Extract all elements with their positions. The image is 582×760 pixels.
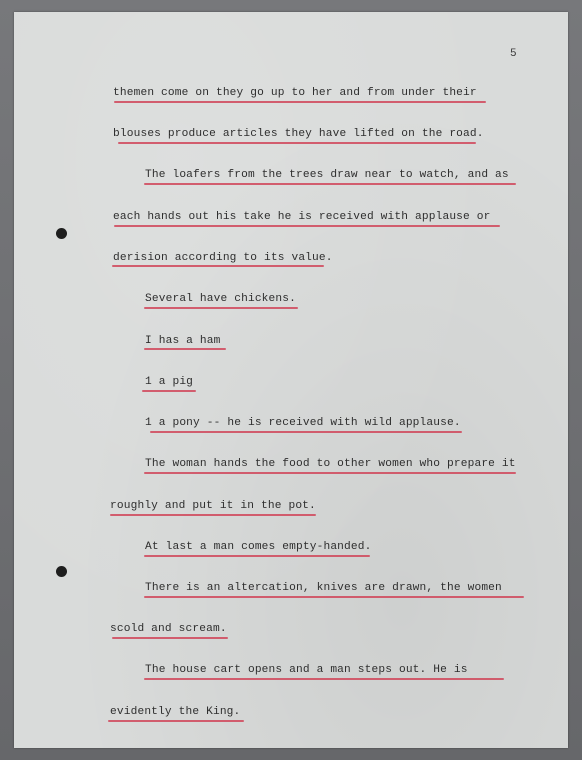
- punch-hole: [56, 228, 67, 239]
- red-underline: [144, 183, 516, 185]
- text-line: The house cart opens and a man steps out. He is: [145, 664, 468, 676]
- text-line: derision according to its value.: [113, 252, 333, 264]
- text-line: themen come on they go up to her and from under their: [113, 87, 477, 99]
- red-underline: [150, 431, 462, 433]
- text-line: There is an altercation, knives are drawn, the women: [145, 582, 502, 594]
- red-underline: [144, 472, 516, 474]
- text-line: At last a man comes empty-handed.: [145, 541, 372, 553]
- red-underline: [110, 514, 316, 516]
- text-line: each hands out his take he is received with applause or: [113, 211, 491, 223]
- text-line: Several have chickens.: [145, 293, 296, 305]
- red-underline: [144, 555, 370, 557]
- red-underline: [112, 637, 228, 639]
- text-line: 1 a pony -- he is received with wild applause.: [145, 417, 461, 429]
- page-number: 5: [510, 48, 517, 60]
- red-underline: [144, 307, 298, 309]
- text-line: 1 a pig: [145, 376, 194, 388]
- text-line: The woman hands the food to other women who prepare it: [145, 458, 516, 470]
- text-line: scold and scream.: [110, 623, 227, 635]
- red-underline: [144, 348, 226, 350]
- text-line: The loafers from the trees draw near to watch, and as: [145, 169, 509, 181]
- red-underline: [114, 101, 486, 103]
- text-line: roughly and put it in the pot.: [110, 500, 316, 512]
- red-underline: [144, 596, 524, 598]
- text-line: evidently the King.: [110, 706, 241, 718]
- text-line: I has a ham: [145, 335, 221, 347]
- red-underline: [142, 390, 196, 392]
- red-underline: [114, 225, 500, 227]
- typed-page: [14, 12, 568, 748]
- red-underline: [108, 720, 244, 722]
- text-line: blouses produce articles they have lifted on the road.: [113, 128, 484, 140]
- red-underline: [144, 678, 504, 680]
- red-underline: [112, 265, 324, 267]
- punch-hole: [56, 566, 67, 577]
- red-underline: [118, 142, 476, 144]
